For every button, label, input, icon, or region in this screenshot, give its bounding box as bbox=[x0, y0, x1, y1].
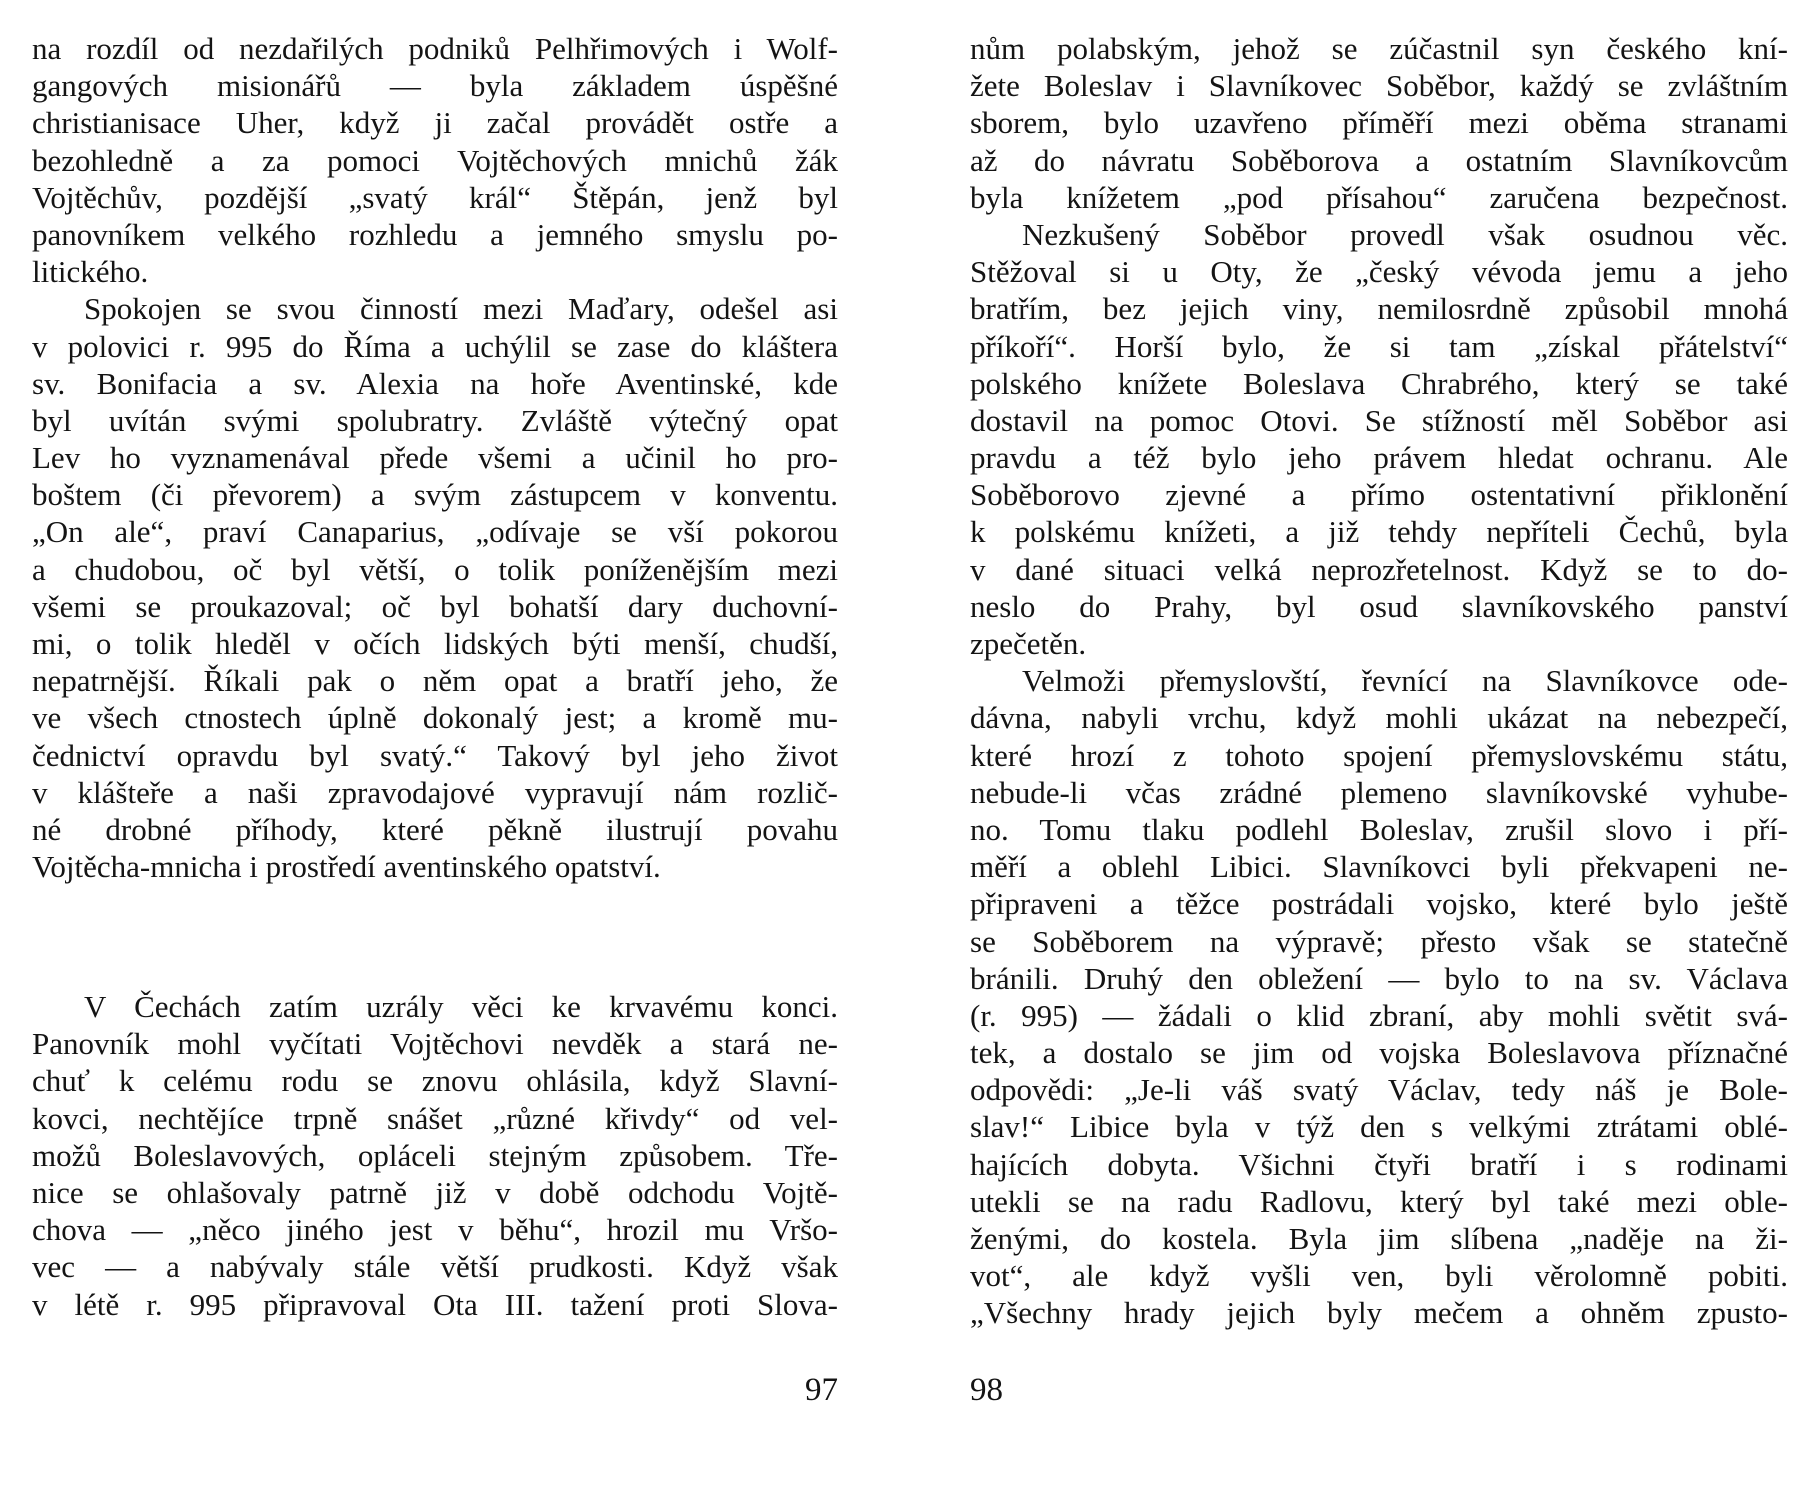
right-text-block-1 bbox=[970, 30, 1788, 1332]
left-text-block-2 bbox=[32, 988, 838, 1323]
text-line: Nezkušený Soběbor provedl však osudnou věc. bbox=[1022, 216, 1788, 252]
text-line: panovníkem velkého rozhledu a jemného smyslu po- bbox=[32, 216, 838, 252]
text-line: „Všechny hrady jejich byly mečem a ohněm zpusto- bbox=[970, 1295, 1788, 1331]
text-line: byl uvítán svými spolubratry. Zvláště výtečný opat bbox=[32, 402, 838, 438]
text-line: připraveni a těžce postrádali vojsko, které bylo ještě bbox=[970, 886, 1788, 922]
text-line: které hrozí z tohoto spojení přemyslovskému státu, bbox=[970, 737, 1788, 773]
text-line: Velmoži přemyslovští, řevnící na Slavníkovce ode- bbox=[1022, 663, 1788, 699]
paragraph bbox=[32, 30, 838, 290]
left-page bbox=[32, 30, 838, 1322]
paragraph bbox=[32, 290, 838, 885]
text-line: né drobné příhody, které pěkně ilustrují povahu bbox=[32, 811, 838, 847]
text-line: bezohledně a za pomoci Vojtěchových mnichů žák bbox=[32, 142, 838, 178]
text-line: ženými, do kostela. Byla jim slíbena „naděje na ži- bbox=[970, 1221, 1788, 1256]
text-line: v dané situaci velká neprozřetelnost. Když se to do- bbox=[970, 551, 1788, 587]
text-line: litického. bbox=[32, 254, 149, 290]
page-number-right: 98 bbox=[970, 1372, 1003, 1408]
text-line: v polovici r. 995 do Říma a uchýlil se zase do kláštera bbox=[32, 328, 838, 364]
text-line: no. Tomu tlaku podlehl Boleslav, zrušil slovo i pří- bbox=[970, 811, 1788, 847]
paragraph bbox=[970, 662, 1788, 1331]
text-line: utekli se na radu Radlovu, který byl také mezi oble- bbox=[970, 1183, 1788, 1219]
text-line: nebude-li včas zrádné plemeno slavníkovské vyhube- bbox=[970, 774, 1788, 810]
text-line: sborem, bylo uzavřeno příměří mezi oběma stranami bbox=[970, 105, 1788, 141]
text-line: sv. Bonifacia a sv. Alexia na hoře Aventinské, kde bbox=[32, 365, 838, 401]
text-line: (r. 995) — žádali o klid zbraní, aby mohli světit svá- bbox=[970, 997, 1788, 1033]
text-line: všemi se proukazoval; oč byl bohatší dary duchovní- bbox=[32, 588, 838, 624]
text-line: kovci, nechtějíce trpně snášet „různé křivdy“ od vel- bbox=[32, 1100, 838, 1136]
paragraph bbox=[32, 988, 838, 1323]
text-line: byla knížetem „pod přísahou“ zaručena bezpečnost. bbox=[970, 179, 1788, 215]
text-line: tek, a dostalo se jim od vojska Boleslavova příznačné bbox=[970, 1035, 1788, 1071]
text-line: Soběborovo zjevné a přímo ostentativní přiklonění bbox=[970, 477, 1788, 513]
left-text-block-1 bbox=[32, 30, 838, 885]
text-line: chuť k celému rodu se znovu ohlásila, když Slavní- bbox=[32, 1063, 838, 1099]
text-line: nice se ohlašovaly patrně již v době odchodu Vojtě- bbox=[32, 1174, 838, 1210]
text-line: až do návratu Soběborova a ostatním Slavníkovcům bbox=[970, 142, 1788, 178]
text-line: v klášteře a naši zpravodajové vypravují nám rozlič- bbox=[32, 774, 838, 810]
text-line: Lev ho vyznamenával přede všemi a učinil ho pro- bbox=[32, 440, 838, 476]
text-line: k polskému knížeti, a již tehdy nepříteli Čechů, byla bbox=[970, 514, 1788, 550]
text-line: pravdu a též bylo jeho právem hledat ochranu. Ale bbox=[970, 440, 1788, 476]
text-line: gangových misionářů — byla základem úspěšné bbox=[32, 68, 838, 104]
text-line: zpečetěn. bbox=[970, 626, 1087, 661]
text-line: Vojtěcha-mnicha i prostředí aventinského opatství. bbox=[32, 849, 661, 885]
text-line: bratřím, bez jejich viny, nemilosrdně způsobil mnohá bbox=[970, 291, 1788, 327]
paragraph bbox=[970, 216, 1788, 662]
text-line: vot“, ale když vyšli ven, byli věrolomně pobiti. bbox=[970, 1258, 1788, 1294]
text-line: příkoří“. Horší bylo, že si tam „získal přátelství“ bbox=[970, 328, 1788, 364]
text-line: Panovník mohl vyčítati Vojtěchovi nevděk a stará ne- bbox=[32, 1026, 838, 1062]
text-line: boštem (či převorem) a svým zástupcem v konventu. bbox=[32, 477, 838, 513]
text-line: christianisace Uher, když ji začal provádět ostře a bbox=[32, 105, 838, 141]
text-line: dostavil na pomoc Otovi. Se stížností měl Soběbor asi bbox=[970, 402, 1788, 438]
text-line: bránili. Druhý den obležení — bylo to na sv. Václava bbox=[970, 960, 1788, 996]
text-line: čednictví opravdu byl svatý.“ Takový byl jeho život bbox=[32, 737, 838, 773]
text-line: v létě r. 995 připravoval Ota III. tažení proti Slova- bbox=[32, 1286, 838, 1322]
text-line: neslo do Prahy, byl osud slavníkovského panství bbox=[970, 588, 1788, 624]
page-number-left: 97 bbox=[805, 1372, 838, 1408]
text-line: hajících dobyta. Všichni čtyři bratří i s rodinami bbox=[970, 1146, 1788, 1182]
right-page bbox=[970, 30, 1788, 1332]
text-line: V Čechách zatím uzrály věci ke krvavému konci. bbox=[84, 989, 838, 1024]
text-line: na rozdíl od nezdařilých podniků Pelhřimových i Wolf- bbox=[32, 31, 838, 66]
paragraph bbox=[970, 30, 1788, 216]
text-line: „On ale“, praví Canaparius, „odívaje se vší pokorou bbox=[32, 514, 838, 550]
text-line: se Soběborem na výpravě; přesto však se statečně bbox=[970, 923, 1788, 959]
text-line: měří a oblehl Libici. Slavníkovci byli překvapeni ne- bbox=[970, 849, 1788, 885]
text-line: mi, o tolik hleděl v očích lidských býti menší, chudší, bbox=[32, 626, 838, 661]
text-line: polského knížete Boleslava Chrabrého, který se také bbox=[970, 365, 1788, 401]
text-line: nepatrnější. Říkali pak o něm opat a bratří jeho, že bbox=[32, 663, 838, 699]
text-line: nům polabským, jehož se zúčastnil syn českého kní- bbox=[970, 31, 1788, 66]
text-line: slav!“ Libice byla v týž den s velkými ztrátami oblé- bbox=[970, 1109, 1788, 1145]
text-line: žete Boleslav i Slavníkovec Soběbor, každý se zvláštním bbox=[970, 68, 1788, 104]
text-line: Spokojen se svou činností mezi Maďary, odešel asi bbox=[84, 291, 838, 327]
text-line: a chudobou, oč byl větší, o tolik poníženějším mezi bbox=[32, 551, 838, 587]
text-line: možů Boleslavových, opláceli stejným způsobem. Tře- bbox=[32, 1137, 838, 1173]
text-line: vec — a nabývaly stále větší prudkosti. Když však bbox=[32, 1249, 838, 1285]
text-line: Stěžoval si u Oty, že „český vévoda jemu a jeho bbox=[970, 254, 1788, 290]
text-line: ve všech ctnostech úplně dokonalý jest; a kromě mu- bbox=[32, 700, 838, 736]
text-line: Vojtěchův, pozdější „svatý král“ Štěpán, jenž byl bbox=[32, 179, 838, 215]
text-line: odpovědi: „Je-li váš svatý Václav, tedy náš je Bole- bbox=[970, 1072, 1788, 1108]
text-line: chova — „něco jiného jest v běhu“, hrozil mu Vršo- bbox=[32, 1212, 838, 1248]
text-line: dávna, nabyli vrchu, když mohli ukázat na nebezpečí, bbox=[970, 700, 1788, 736]
